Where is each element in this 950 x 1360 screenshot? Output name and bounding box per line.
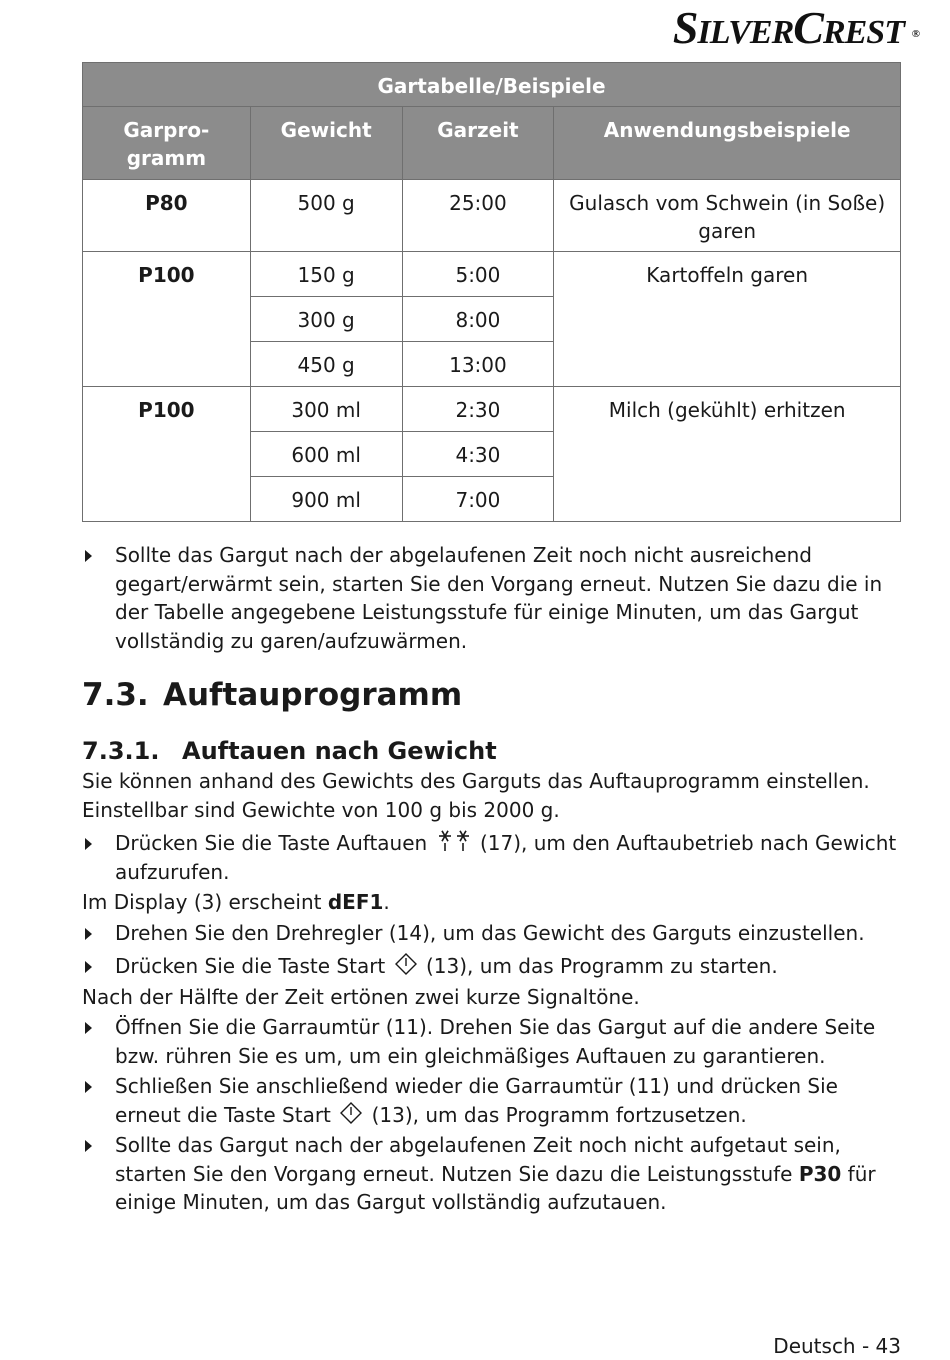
bullet-item: Drücken Sie die Taste Start (13), um das Programm zu starten. [82, 952, 902, 981]
bullet-arrow-icon [85, 550, 92, 562]
page-footer: Deutsch - 43 [773, 1334, 901, 1358]
cooking-table [82, 62, 901, 522]
bullet-arrow-icon [85, 1022, 92, 1034]
bullet-item: Öffnen Sie die Garraumtür (11). Drehen Sie das Gargut auf die andere Seite bzw. rühren Sie es um, um ein gleichmäßiges Auftauen zu garantieren. [82, 1013, 902, 1070]
header-weight: Gewicht [250, 107, 402, 180]
table-row: 450 g 13:00 [83, 342, 901, 387]
start-diamond-icon [394, 952, 418, 976]
table-row: P80 500 g 25:00 Gulasch vom Schwein (in Soße) garen [83, 180, 901, 252]
brand-logo: SILVERCREST ® [672, 2, 919, 53]
table-row: 900 ml 7:00 [83, 477, 901, 522]
bullet-arrow-icon [85, 961, 92, 973]
table-row: 600 ml 4:30 [83, 432, 901, 477]
snowflake-icon [436, 829, 472, 853]
bullet-item: Drücken Sie die Taste Auftauen (17), um den Auftaubetrieb nach Gewicht aufzurufen. [82, 829, 902, 886]
paragraph: Sie können anhand des Gewichts des Garguts das Auftauprogramm einstellen. Einstellbar sind Gewichte von 100 g bis 2000 g. [82, 769, 870, 822]
bullet-arrow-icon [85, 1140, 92, 1152]
bullet-item: Schließen Sie anschließend wieder die Garraumtür (11) und drücken Sie erneut die Taste Start (13), um das Programm fortzusetzen. [82, 1072, 902, 1129]
bullet-arrow-icon [85, 1081, 92, 1093]
paragraph: Nach der Hälfte der Zeit ertönen zwei kurze Signaltöne. [82, 984, 640, 1009]
table-row: P100 300 ml 2:30 Milch (gekühlt) erhitzen [83, 387, 901, 432]
table-title: Gartabelle/Beispiele [83, 63, 901, 107]
bullet-item: Sollte das Gargut nach der abgelaufenen Zeit noch nicht ausreichend gegart/erwärmt sein, starten Sie den Vorgang erneut. Nutzen Sie dazu die in der Tabelle angegebene Leistungsstufe für einige Minuten, um das Gargut vollständig zu garen/aufzuwärmen. [82, 541, 902, 655]
display-code: dEF1 [327, 890, 384, 914]
page-body [82, 541, 902, 1217]
display-paragraph: Im Display (3) erscheint dEF1. [82, 890, 390, 914]
header-program: Garpro- gramm [83, 107, 251, 180]
table-row: 300 g 8:00 [83, 297, 901, 342]
section-heading: 7.3. Auftauprogramm [82, 677, 463, 713]
header-examples: Anwendungsbeispiele [554, 107, 901, 180]
bullet-item: Drehen Sie den Drehregler (14), um das Gewicht des Garguts einzustellen. [82, 919, 902, 948]
subsection-heading: 7.3.1. Auftauen nach Gewicht [82, 737, 497, 765]
header-time: Garzeit [402, 107, 554, 180]
start-diamond-icon [339, 1101, 363, 1125]
bullet-arrow-icon [85, 928, 92, 940]
bullet-arrow-icon [85, 838, 92, 850]
table-row: P100 150 g 5:00 Kartoffeln garen [83, 252, 901, 297]
bullet-item: Sollte das Gargut nach der abgelaufenen Zeit noch nicht aufgetaut sein, starten Sie den Vorgang erneut. Nutzen Sie dazu die Leistungsstufe P30 für einige Minuten, um das Gargut vollständig aufzutauen. [82, 1131, 902, 1217]
